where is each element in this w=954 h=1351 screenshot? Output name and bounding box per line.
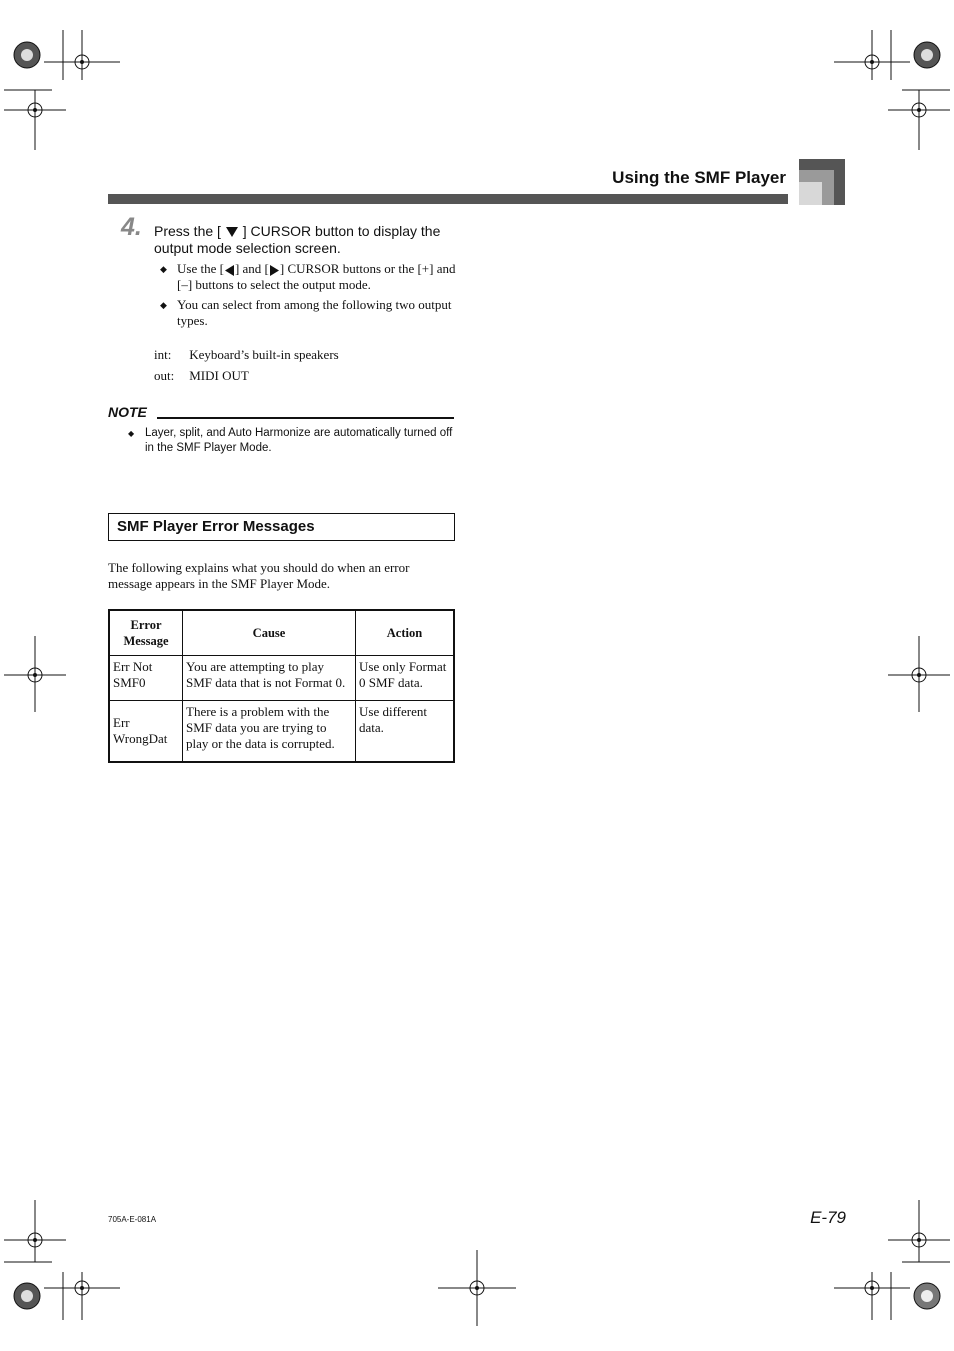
left-arrow-icon (224, 265, 235, 276)
header-rule (108, 194, 788, 204)
diamond-bullet-icon: ◆ (160, 264, 167, 274)
output-type-key: out: (154, 368, 175, 383)
right-arrow-icon (269, 265, 280, 276)
bullet-part: ] and [ (234, 261, 269, 276)
output-type-value: Keyboard’s built-in speakers (189, 347, 339, 362)
output-type-key: int: (154, 347, 172, 362)
error-messages-table (108, 609, 455, 763)
table-header-row (109, 610, 454, 656)
step-bullets (160, 261, 460, 333)
cause-cell: There is a problem with the SMF data you are trying to play or the data is corrupted. (183, 701, 356, 763)
bullet-text: You can select from among the following two output types. (177, 297, 452, 328)
step-number: 4. (121, 213, 142, 241)
note-item (128, 426, 458, 456)
note-label: NOTE (108, 404, 147, 420)
bullet-item (160, 261, 460, 293)
action-cell: Use different data. (356, 701, 455, 763)
error-message-cell: Err Not SMF0 (109, 656, 183, 701)
page-number: E-79 (810, 1208, 846, 1227)
step-text-before: Press the [ (154, 223, 221, 239)
diamond-bullet-icon: ◆ (160, 300, 167, 310)
step-text-after: ] CURSOR button to display the output mode selection screen. (154, 223, 441, 256)
section-title: SMF Player Error Messages (117, 518, 315, 535)
note-rule (157, 417, 454, 419)
error-message-cell: Err WrongDat (109, 701, 183, 763)
cause-cell: You are attempting to play SMF data that is not Format 0. (183, 656, 356, 701)
page-header-title: Using the SMF Player (612, 168, 786, 187)
bullet-item (160, 297, 460, 329)
bullet-part: ] CURSOR buttons or the [+] and [–] buttons to select the output mode. (177, 261, 456, 292)
table-row (109, 656, 454, 701)
section-heading-box (108, 513, 455, 541)
note-text: Layer, split, and Auto Harmonize are automatically turned off in the SMF Player Mode. (145, 427, 453, 454)
chapter-tab-light (799, 182, 822, 205)
action-cell: Use only Format 0 SMF data. (356, 656, 455, 701)
column-header: Action (356, 610, 455, 656)
output-type-row (154, 368, 249, 384)
column-header: Error Message (109, 610, 183, 656)
output-type-value: MIDI OUT (189, 368, 249, 383)
document-code: 705A-E-081A (108, 1215, 157, 1224)
down-arrow-icon (225, 226, 239, 238)
output-type-row (154, 347, 339, 363)
bullet-part: Use the [ (177, 261, 224, 276)
column-header: Cause (183, 610, 356, 656)
section-intro: The following explains what you should do when an error message appears in the SMF Player Mode. (108, 560, 410, 591)
diamond-bullet-icon: ◆ (128, 429, 135, 438)
step-instruction (154, 223, 459, 257)
table-row (109, 701, 454, 763)
